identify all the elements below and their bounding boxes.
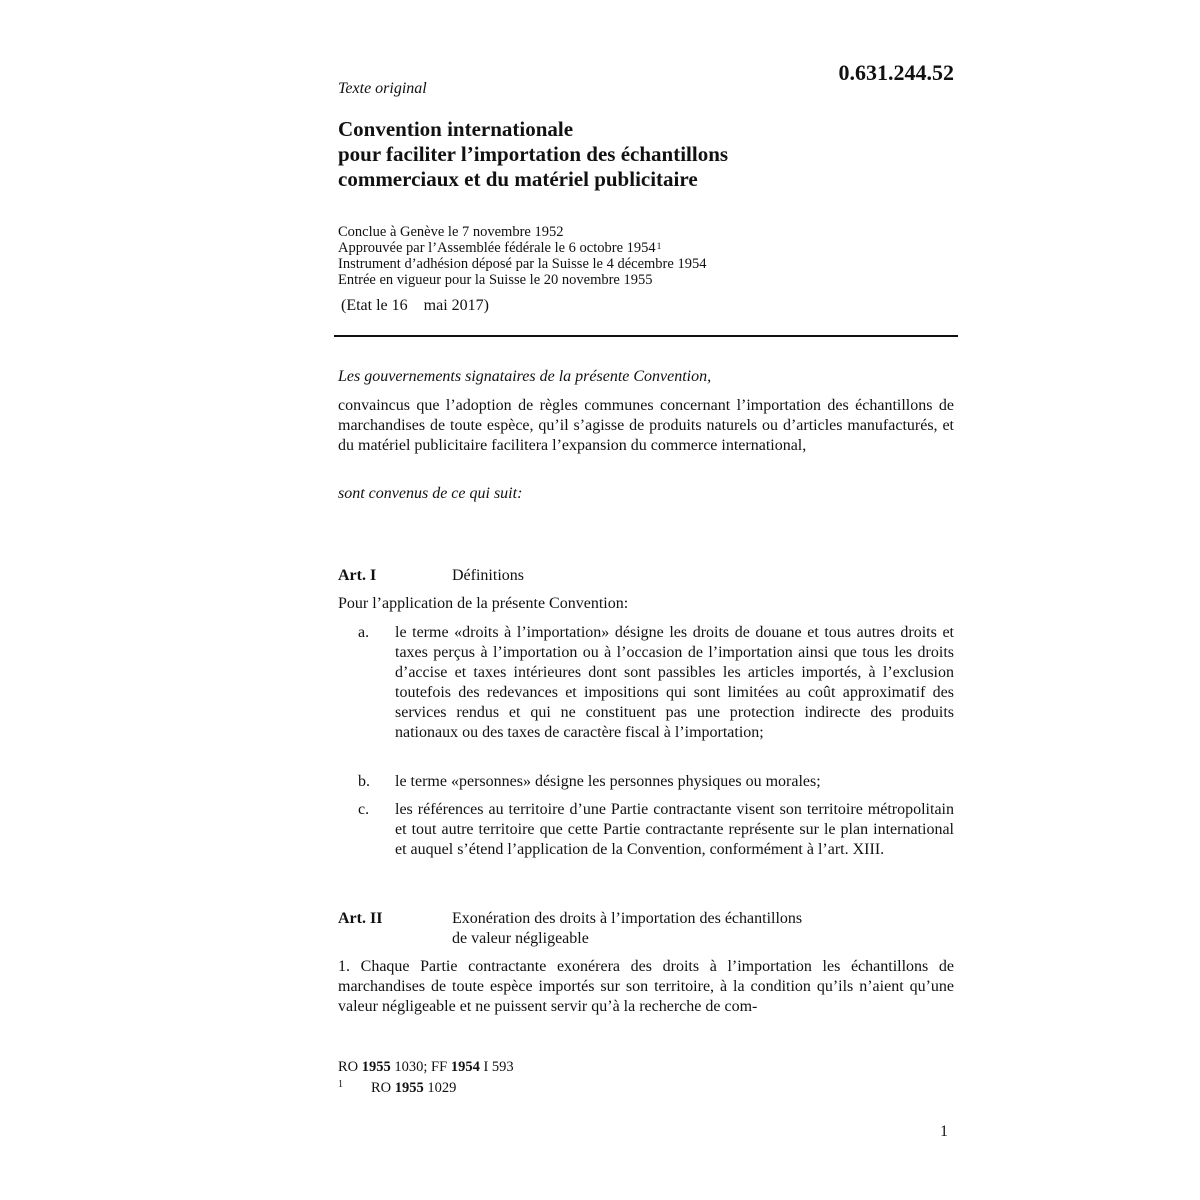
preamble-intro: Les gouvernements signataires de la présente Convention, bbox=[338, 368, 712, 385]
ff-rest: I 593 bbox=[479, 1059, 514, 1075]
meta-approved bbox=[338, 240, 958, 256]
list-item-label: c. bbox=[358, 801, 370, 818]
title-line-1: Convention internationale bbox=[338, 117, 574, 141]
meta-entry: Entrée en vigueur pour la Suisse le 20 novembre 1955 bbox=[338, 272, 653, 288]
list-item bbox=[338, 623, 954, 765]
article-2-title bbox=[452, 909, 902, 949]
page-number: 1 bbox=[940, 1123, 948, 1140]
fn1-year: 1955 bbox=[394, 1080, 424, 1096]
state-date: (Etat le 16 mai 2017) bbox=[341, 297, 489, 314]
article-1-title: Définitions bbox=[452, 567, 524, 584]
list-item bbox=[338, 772, 954, 792]
list-item-label: b. bbox=[358, 773, 370, 790]
header-divider bbox=[334, 335, 958, 337]
source-footnote bbox=[338, 1057, 514, 1077]
footnote-1-mark: 1 bbox=[338, 1079, 343, 1090]
footnote-1-text bbox=[371, 1078, 456, 1098]
document-number: 0.631.244.52 bbox=[838, 60, 954, 85]
preamble-body: convaincus que l’adoption de règles communes concernant l’importation des échantillons de marchandises de toute espèce, qu’il s’agisse de produits naturels ou d’articles manufacturés, et du matériel publicitaire facilitera l’expansion du commerce international, bbox=[338, 397, 954, 454]
ff-year: 1954 bbox=[450, 1059, 480, 1075]
list-item bbox=[338, 800, 954, 882]
footnote-1 bbox=[338, 1078, 638, 1098]
meta-concluded: Conclue à Genève le 7 novembre 1952 bbox=[338, 224, 564, 240]
list-item-label: a. bbox=[358, 624, 370, 641]
title-line-2: pour faciliter l’importation des échantillons bbox=[338, 142, 729, 166]
footnote-ref-1: 1 bbox=[656, 242, 662, 252]
original-text-label: Texte original bbox=[338, 80, 427, 97]
article-2-title-line-1: Exonération des droits à l’importation des échantillons bbox=[452, 910, 803, 927]
ro-rest: 1030; FF bbox=[390, 1059, 451, 1075]
meta-instrument: Instrument d’adhésion déposé par la Suisse le 4 décembre 1954 bbox=[338, 256, 707, 272]
fn1-prefix: RO bbox=[371, 1080, 395, 1096]
ro-year: 1955 bbox=[361, 1059, 391, 1075]
article-1-number: Art. I bbox=[338, 567, 377, 584]
article-1-intro: Pour l’application de la présente Convention: bbox=[338, 595, 629, 612]
list-item-text: le terme «personnes» désigne les personnes physiques ou morales; bbox=[395, 773, 821, 790]
article-2-title-line-2: de valeur négligeable bbox=[452, 930, 589, 947]
article-2-paragraph-1: 1. Chaque Partie contractante exonérera des droits à l’importation les échantillons de marchandises de toute espèce importés sur son territoire, à la condition qu’ils n’aient qu’une valeur négligeable et ne puissent servir qu’à la recherche de com- bbox=[338, 958, 954, 1015]
article-2-number: Art. II bbox=[338, 910, 383, 927]
fn1-rest: 1029 bbox=[423, 1080, 457, 1096]
list-item-text: le terme «droits à l’importation» désigne les droits de douane et tous autres droits et taxes perçus à l’importation ou à l’occasion de l’importation ainsi que tous les droits d’accise et taxes intérieures dont sont passibles les articles importés, à l’exclusion toutefois des redevances et impositions qui sont limitées au coût approximatif des services rendus et qui ne constituent pas une protection indirecte des produits nationaux ou des taxes de caractère fiscal à l’importation; bbox=[395, 624, 954, 741]
title-line-3: commerciaux et du matériel publicitaire bbox=[338, 167, 698, 191]
article-1-heading bbox=[338, 566, 954, 586]
document-metadata bbox=[338, 224, 958, 288]
list-item-text: les références au territoire d’une Partie contractante visent son territoire métropolitain et tout autre territoire que cette Partie contractante représente sur le plan international et auquel s’étend l’application de la Convention, conformément à l’art. XIII. bbox=[395, 801, 954, 858]
meta-approved-text: Approuvée par l’Assemblée fédérale le 6 octobre 1954 bbox=[338, 240, 656, 256]
document-title bbox=[338, 117, 958, 192]
ro-prefix: RO bbox=[338, 1059, 362, 1075]
preamble-closing: sont convenus de ce qui suit: bbox=[338, 485, 523, 502]
article-2-heading bbox=[338, 909, 954, 949]
